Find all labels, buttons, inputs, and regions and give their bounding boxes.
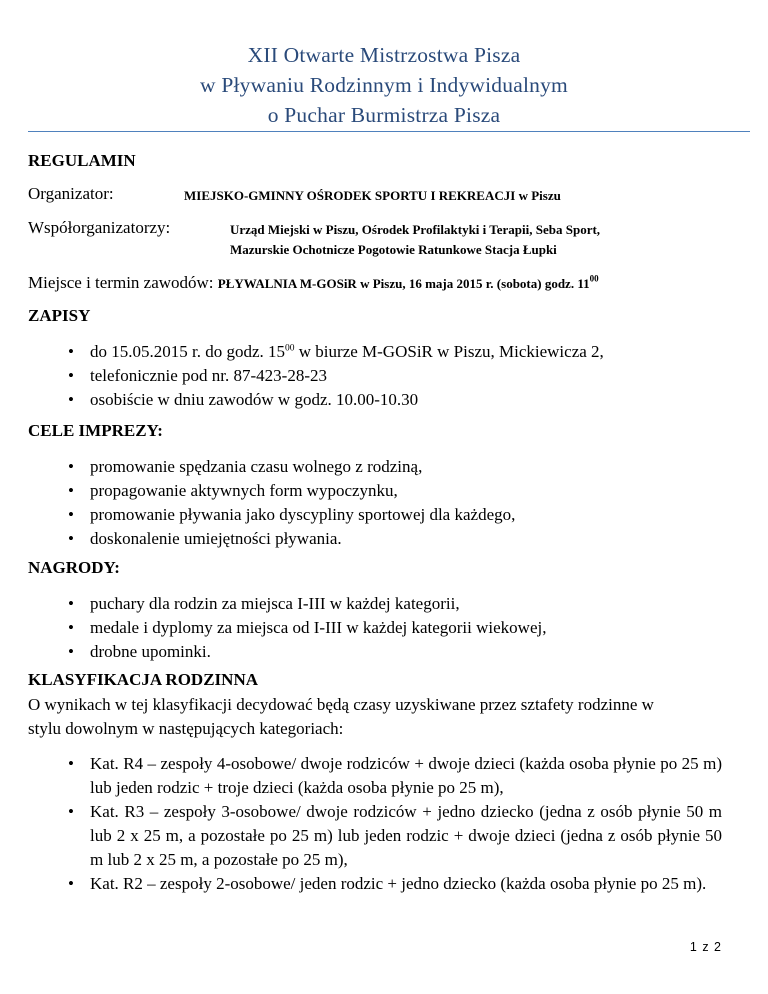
list-item: • Kat. R3 – zespoły 3-osobowe/ dwoje rodziców + jedno dziecko (jedna z osób płynie 50 m lub 2 x 25 m, a pozostałe po 25 m) lub jeden rodzic + dwoje dzieci (jedna z osób płynie 50 m lub 2 x 25 m, a pozostałe po 25 m), [68, 802, 722, 869]
bullet-icon: • [68, 529, 74, 548]
list-item: • promowanie pływania jako dyscypliny sportowej dla każdego, [64, 503, 724, 527]
list-item: • do 15.05.2015 r. do godz. $15^{00}$ w biurze M-GOSiR w Piszu, Mickiewicza 2, [64, 340, 724, 364]
list-item: • osobiście w dniu zawodów w godz. 10.00-10.30 [64, 388, 724, 412]
miejsce-sup: 00 [589, 273, 599, 284]
bullet-icon: • [68, 457, 74, 476]
zapisy-heading: ZAPISY [28, 306, 91, 325]
nagrody-heading: NAGRODY: [28, 558, 120, 577]
list-item: • Kat. R4 – zespoły 4-osobowe/ dwoje rodziców + dwoje dzieci (każda osoba płynie po 25 m) lub jeden rodzic + troje dzieci (każda osoba płynie po 25 m), [68, 754, 722, 797]
wspolorganizatorzy-line1: Urząd Miejski w Piszu, Ośrodek Profilaktyki i Terapii, Seba Sport, [230, 222, 601, 237]
bullet-icon: • [68, 642, 74, 661]
bullet-icon: • [68, 505, 74, 524]
organizator-label: Organizator: [28, 184, 114, 203]
cele-list [64, 455, 724, 551]
bullet-icon: • [68, 802, 74, 821]
klasyfikacja-intro-line1: O wynikach w tej klasyfikacji decydować będą czasy uzyskiwane przez sztafety rodzinne w [28, 695, 654, 714]
bullet-icon: • [68, 342, 74, 361]
list-item: • propagowanie aktywnych form wypoczynku, [64, 479, 724, 503]
list-item: • doskonalenie umiejętności pływania. [64, 527, 724, 551]
title-line-2: w Pływaniu Rodzinnym i Indywidualnym [200, 73, 568, 97]
miejsce-row [28, 273, 599, 293]
bullet-icon: • [68, 481, 74, 500]
klasyfikacja-list [64, 752, 722, 896]
title-divider [28, 131, 750, 132]
bullet-icon: • [68, 874, 74, 893]
title-line-3: o Puchar Burmistrza Pisza [267, 103, 501, 127]
list-item: • medale i dyplomy za miejsca od I-III w każdej kategorii wiekowej, [64, 616, 724, 640]
list-item: • drobne upominki. [64, 640, 724, 664]
klasyfikacja-intro-line2: stylu dowolnym w następujących kategoriach: [28, 719, 344, 738]
list-item: • telefonicznie pod nr. 87-423-28-23 [64, 364, 724, 388]
title-line-1: XII Otwarte Mistrzostwa Pisza [247, 43, 521, 67]
organizator-value: MIEJSKO-GMINNY OŚRODEK SPORTU I REKREACJI w Piszu [184, 188, 561, 203]
wspolorganizatorzy-line2: Mazurskie Ochotnicze Pogotowie Ratunkowe Stacja Łupki [230, 242, 557, 257]
page-number: 1 z 2 [689, 940, 722, 954]
bullet-icon: • [68, 390, 74, 409]
list-item: • Kat. R2 – zespoły 2-osobowe/ jeden rodzic + jedno dziecko (każda osoba płynie po 25 m). [64, 872, 722, 896]
bullet-icon: • [68, 754, 74, 773]
bullet-icon: • [68, 618, 74, 637]
bullet-icon: • [68, 366, 74, 385]
wspolorganizatorzy-label: Współorganizatorzy: [28, 218, 171, 237]
miejsce-label: Miejsce i termin zawodów: [28, 273, 214, 292]
regulamin-heading: REGULAMIN [28, 151, 136, 170]
cele-heading: CELE IMPREZY: [28, 421, 163, 440]
list-item: • puchary dla rodzin za miejsca I-III w każdej kategorii, [64, 592, 724, 616]
miejsce-value: PŁYWALNIA M-GOSiR w Piszu, 16 maja 2015 r. (sobota) godz. 11 [217, 276, 590, 291]
klasyfikacja-heading: KLASYFIKACJA RODZINNA [28, 670, 258, 689]
bullet-icon: • [68, 594, 74, 613]
nagrody-list [64, 592, 724, 664]
zapisy-list [64, 340, 724, 412]
list-item: • promowanie spędzania czasu wolnego z rodziną, [64, 455, 724, 479]
